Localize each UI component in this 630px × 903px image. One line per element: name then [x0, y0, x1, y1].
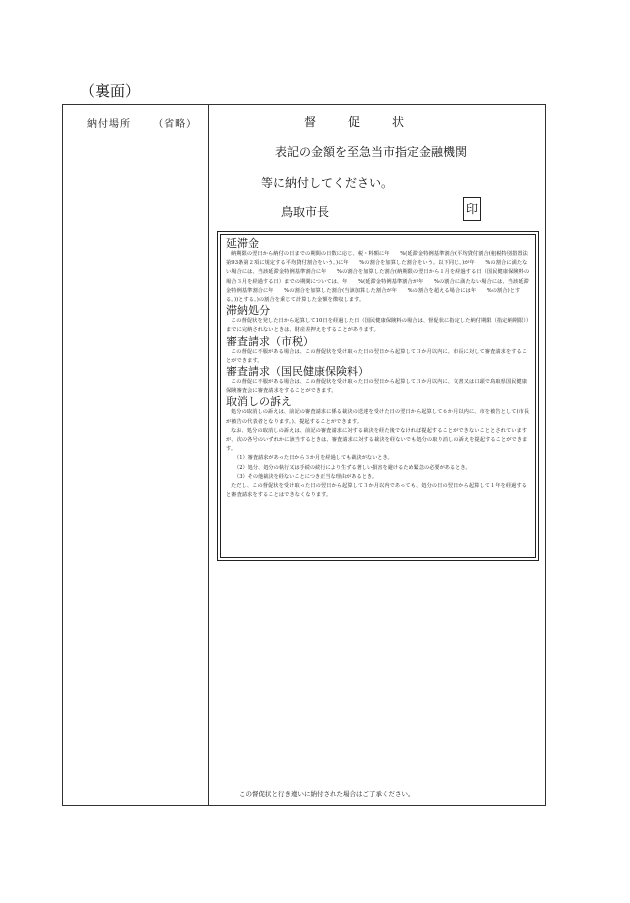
section-paragraph: 処分の取消しの訴えは、前記の審査請求に係る裁決の送達を受けた日の翌日から起算して６か月以内に、市を被告として(市長が被告の代表者となります。)、提起することができます。	[226, 409, 530, 425]
section-paragraph: ただし、この督促状を受け取った日の翌日から起算して３か月以内であっても、処分の日の翌日から起算して１年を経過すると審査請求をすることはできなくなります。	[226, 483, 528, 499]
payment-location-label: 納付場所	[87, 119, 131, 130]
section-title: 滞納処分	[226, 304, 270, 318]
section-paragraph: この督促状を発した日から起算して10日を経過した日（国民健康保険料の場合は、督促状に指定した納付期限（指定納期限））までに完納されないときは、財産差押えをすることがあります。	[226, 318, 529, 334]
mayor-name: 鳥取市長	[281, 205, 330, 219]
notice-line-2: 等に納付してください。	[261, 176, 394, 190]
list-item: （2）処分、処分の執行又は手続の続行により生ずる著しい損害を避けるため緊急の必要があるとき。	[234, 464, 471, 471]
seal-stamp: 印	[463, 197, 481, 221]
list-item: （3）その他裁決を経ないことにつき正当な理由があるとき。	[234, 473, 378, 480]
section-paragraph: この督促に不服がある場合は、この督促状を受け取った日の翌日から起算して３か月以内に、市長に対して審査請求をすることができます。	[226, 348, 528, 364]
section-title: 延滞金	[226, 237, 259, 250]
list-item: （1）審査請求があった日から３か月を経過しても裁決がないとき。	[234, 455, 393, 462]
section-title: 審査請求（市税）	[226, 334, 314, 348]
notice-title: 督 促 状	[303, 115, 414, 129]
section-title: 審査請求（国民健康保険料）	[226, 365, 369, 379]
page-label: （裏面）	[80, 82, 141, 100]
notice-line-1: 表記の金額を至急当市指定金融機関	[275, 145, 468, 159]
section-title: 取消しの訴え	[226, 395, 292, 409]
footnote: この督促状と行き違いに納付された場合はご了承ください。	[239, 790, 415, 798]
payment-location-header	[87, 115, 197, 130]
omitted-note: （省略）	[153, 119, 198, 130]
section-paragraph: この督促に不服がある場合は、この督促状を受け取った日の翌日から起算して３か月以内に、文書又は口頭で鳥取県国民健康保険審査会に審査請求をすることができます。	[226, 379, 528, 395]
notice-form	[62, 104, 546, 806]
section-paragraph: なお、処分の取消しの訴えは、前記の審査請求に対する裁決を経た後でなければ提起することができないこととされていますが、次の各号のいずれかに該当するときは、審査請求に対する裁決を経ないでも処分の取り消しの訴えを提起することができます。	[226, 427, 528, 453]
info-box-inner	[220, 234, 536, 558]
notice-panel	[209, 105, 547, 805]
info-box	[217, 231, 539, 561]
section-paragraph: 納期限の翌日から納付の日までの期間の日数に応じ、税・料額に年 %(延滞金特例基準割合(平均貸付割合(租税特別措置法第93条第２項に規定する平均貸付割合をいう。)に年 %の割合を加算した割合をいう。以下同じ。)が年 %の割合に満たない場合には、当該延滞金特例基準割合に年 %の割合を加算した割合(納期限の翌日から１月を経過する日（国民健康保険料の場合３月を経過する日）までの期間については、年 %(延滞金特例基準割合が年 %の割合に満たない場合には、当該延滞金特例基準割合に年 %の割合を加算した割合(当該加算した割合が年 %の割合を超える場合には年 %の割合)とする。))とする。)の割合を乗じて計算した金額を徴収します。	[226, 251, 530, 304]
